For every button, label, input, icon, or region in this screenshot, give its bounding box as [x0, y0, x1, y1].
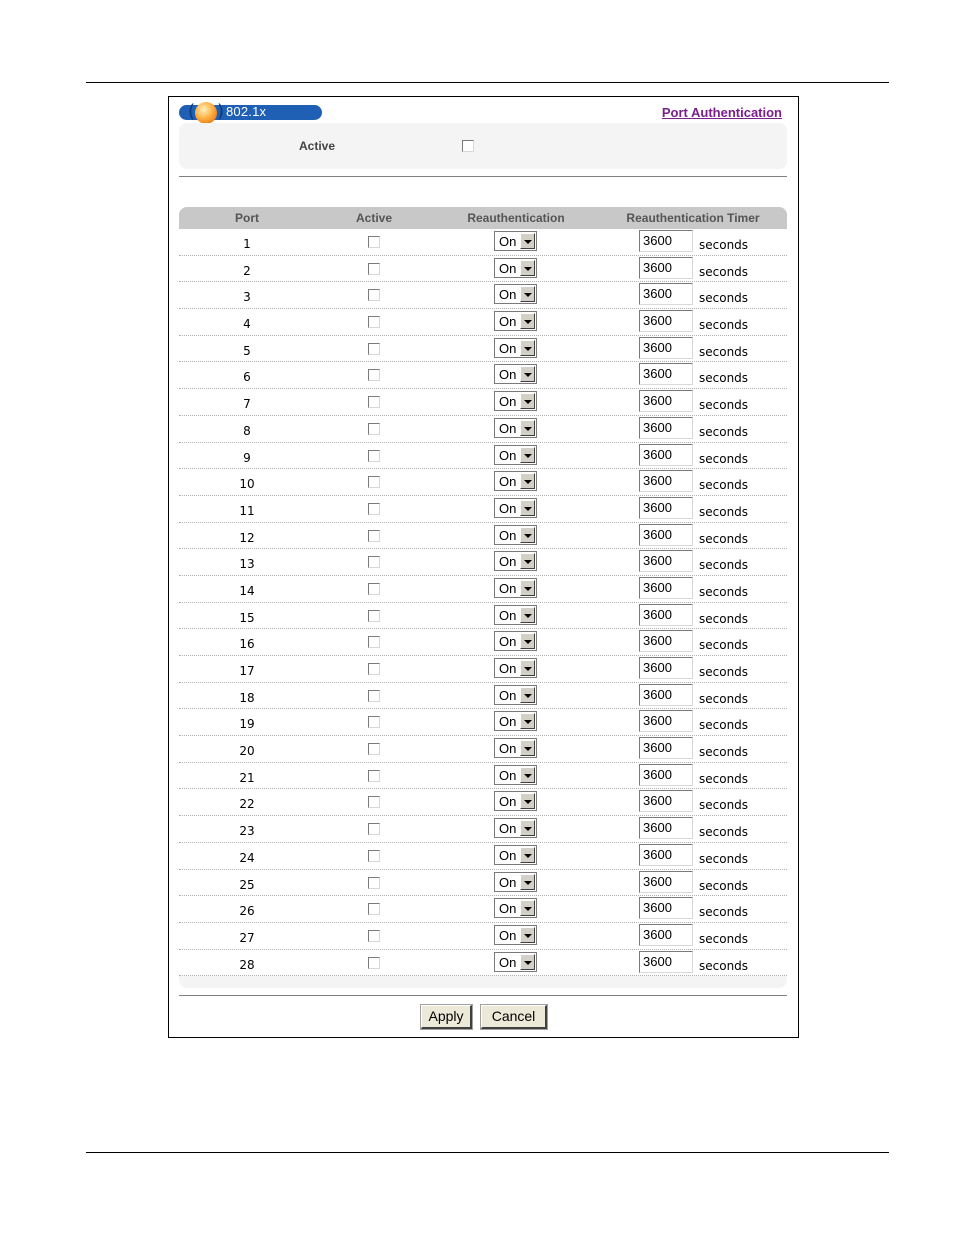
reauthentication-timer-input[interactable]: 3600	[639, 871, 693, 893]
global-active-checkbox[interactable]	[462, 140, 474, 152]
reauthentication-value: On	[499, 607, 517, 623]
reauthentication-select[interactable]	[494, 872, 537, 892]
seconds-label: seconds	[699, 718, 749, 733]
reauthentication-value: On	[499, 741, 517, 757]
reauthentication-select[interactable]	[494, 685, 537, 705]
reauthentication-timer-input[interactable]: 3600	[639, 844, 693, 866]
table-row	[179, 603, 787, 630]
reauthentication-select[interactable]	[494, 338, 537, 358]
table-row	[179, 629, 787, 656]
reauthentication-timer-input[interactable]: 3600	[639, 524, 693, 546]
chevron-down-icon[interactable]	[520, 900, 535, 916]
reauthentication-value: On	[499, 420, 517, 436]
reauthentication-timer-input[interactable]: 3600	[639, 310, 693, 332]
table-row	[179, 469, 787, 496]
reauthentication-select[interactable]	[494, 738, 537, 758]
port-number: 11	[239, 503, 255, 518]
divider	[179, 176, 787, 177]
port-number: 3	[243, 290, 251, 305]
reauthentication-select[interactable]	[494, 418, 537, 438]
table-row	[179, 416, 787, 443]
reauthentication-value: On	[499, 394, 517, 410]
screen-frame	[168, 96, 799, 1038]
reauthentication-select[interactable]	[494, 364, 537, 384]
port-number: 13	[239, 557, 255, 572]
reauthentication-value: On	[499, 661, 517, 676]
reauthentication-timer-input[interactable]: 3600	[639, 817, 693, 839]
table-row	[179, 923, 787, 950]
port-active-checkbox[interactable]	[368, 823, 380, 835]
reauthentication-select[interactable]	[494, 578, 537, 598]
table-row	[179, 549, 787, 576]
table-row	[179, 816, 787, 843]
port-active-checkbox[interactable]	[368, 289, 380, 301]
port-active-checkbox[interactable]	[368, 877, 380, 889]
seconds-label: seconds	[699, 478, 749, 493]
reauthentication-timer-input[interactable]: 3600	[639, 257, 693, 279]
table-row	[179, 709, 787, 736]
port-table	[179, 207, 787, 988]
table-row	[179, 389, 787, 416]
seconds-label: seconds	[699, 958, 749, 973]
title-pill	[179, 101, 322, 122]
port-active-checkbox[interactable]	[368, 236, 380, 248]
port-number: 19	[239, 717, 255, 732]
port-number: 14	[239, 583, 255, 598]
port-active-checkbox[interactable]	[368, 636, 380, 648]
reauthentication-value: On	[499, 767, 517, 783]
column-header-active: Active	[355, 211, 393, 225]
table-row	[179, 256, 787, 283]
seconds-label: seconds	[699, 611, 749, 626]
seconds-label: seconds	[699, 558, 749, 573]
orb-icon	[195, 102, 217, 124]
reauthentication-select[interactable]	[494, 605, 537, 625]
port-number: 7	[243, 397, 251, 412]
chevron-down-icon[interactable]	[520, 954, 535, 970]
port-active-checkbox[interactable]	[368, 396, 380, 408]
column-header-reauthentication-timer: Reauthentication Timer	[626, 211, 760, 225]
seconds-label: seconds	[699, 825, 749, 840]
chevron-down-icon[interactable]	[520, 633, 535, 649]
reauthentication-value: On	[499, 794, 517, 810]
chevron-down-icon[interactable]	[520, 713, 535, 729]
seconds-label: seconds	[699, 451, 749, 466]
table-row	[179, 282, 787, 309]
table-row	[179, 496, 787, 523]
reauthentication-select[interactable]	[494, 284, 537, 304]
seconds-label: seconds	[699, 291, 749, 306]
chevron-down-icon[interactable]	[520, 767, 535, 783]
reauthentication-timer-input[interactable]: 3600	[639, 337, 693, 359]
seconds-label: seconds	[699, 238, 749, 252]
port-number: 22	[239, 797, 255, 812]
seconds-label: seconds	[699, 531, 749, 546]
table-row	[179, 896, 787, 923]
port-number: 26	[239, 904, 255, 919]
chevron-down-icon[interactable]	[520, 927, 535, 943]
chevron-down-icon[interactable]	[520, 447, 535, 463]
port-active-checkbox[interactable]	[368, 530, 380, 542]
port-active-checkbox[interactable]	[368, 610, 380, 622]
chevron-down-icon[interactable]	[520, 500, 535, 516]
reauthentication-select[interactable]	[494, 658, 537, 678]
port-number: 21	[239, 770, 255, 785]
chevron-down-icon[interactable]	[520, 553, 535, 569]
chevron-down-icon[interactable]	[520, 793, 535, 809]
port-active-checkbox[interactable]	[368, 690, 380, 702]
seconds-label: seconds	[699, 584, 749, 599]
apply-button[interactable]: Apply	[421, 1005, 472, 1029]
port-active-checkbox[interactable]	[368, 663, 380, 675]
seconds-label: seconds	[699, 691, 749, 706]
port-active-checkbox[interactable]	[368, 343, 380, 355]
reauthentication-value: On	[499, 554, 517, 570]
port-active-checkbox[interactable]	[368, 716, 380, 728]
reauthentication-value: On	[499, 500, 517, 516]
reauthentication-select[interactable]	[494, 551, 537, 571]
table-row	[179, 229, 787, 256]
reauthentication-timer-input[interactable]: 3600	[639, 417, 693, 439]
reauthentication-timer-input[interactable]: 3600	[639, 283, 693, 305]
reauthentication-select[interactable]	[494, 311, 537, 331]
seconds-label: seconds	[699, 398, 749, 413]
reauthentication-select[interactable]	[494, 631, 537, 651]
seconds-label: seconds	[699, 264, 749, 279]
seconds-label: seconds	[699, 905, 749, 920]
global-active-panel	[179, 123, 787, 169]
reauthentication-timer-input[interactable]: 3600	[639, 604, 693, 626]
chevron-down-icon[interactable]	[520, 660, 535, 676]
chevron-down-icon[interactable]	[520, 286, 535, 302]
chevron-down-icon[interactable]	[520, 527, 535, 543]
reauthentication-select[interactable]	[494, 711, 537, 731]
reauthentication-timer-input[interactable]: 3600	[639, 657, 693, 679]
reauthentication-select[interactable]	[494, 925, 537, 945]
table-body	[179, 229, 787, 976]
reauthentication-select[interactable]	[494, 952, 537, 972]
reauthentication-timer-input[interactable]: 3600	[639, 230, 693, 252]
port-number: 10	[239, 477, 255, 492]
reauthentication-timer-input[interactable]: 3600	[639, 684, 693, 706]
seconds-label: seconds	[699, 771, 749, 786]
seconds-label: seconds	[699, 344, 749, 359]
table-row	[179, 870, 787, 897]
chevron-down-icon[interactable]	[520, 473, 535, 489]
port-active-checkbox[interactable]	[368, 263, 380, 275]
reauthentication-value: On	[499, 340, 517, 356]
chevron-down-icon[interactable]	[520, 260, 535, 276]
seconds-label: seconds	[699, 878, 749, 893]
table-row	[179, 576, 787, 603]
reauthentication-select[interactable]	[494, 258, 537, 278]
reauthentication-timer-input[interactable]: 3600	[639, 390, 693, 412]
seconds-label: seconds	[699, 851, 749, 866]
port-active-checkbox[interactable]	[368, 957, 380, 969]
reauthentication-value: On	[499, 687, 517, 703]
port-number: 1	[243, 237, 251, 251]
table-row	[179, 950, 787, 977]
port-number: 25	[239, 877, 255, 892]
seconds-label: seconds	[699, 931, 749, 946]
port-number: 8	[243, 423, 251, 438]
chevron-down-icon[interactable]	[520, 847, 535, 863]
reauthentication-select[interactable]	[494, 791, 537, 811]
port-number: 15	[239, 610, 255, 625]
port-number: 16	[239, 637, 255, 652]
reauthentication-timer-input[interactable]: 3600	[639, 470, 693, 492]
reauthentication-value: On	[499, 874, 517, 890]
reauthentication-select[interactable]	[494, 818, 537, 838]
port-number: 9	[243, 450, 251, 465]
active-label: Active	[299, 139, 336, 153]
table-row	[179, 683, 787, 710]
chevron-down-icon[interactable]	[520, 687, 535, 703]
chevron-down-icon[interactable]	[520, 366, 535, 382]
port-number: 27	[239, 930, 255, 945]
reauthentication-timer-input[interactable]: 3600	[639, 790, 693, 812]
page-bottom-rule	[86, 1152, 889, 1153]
port-number: 24	[239, 850, 255, 865]
table-row	[179, 362, 787, 389]
port-active-checkbox[interactable]	[368, 743, 380, 755]
seconds-label: seconds	[699, 665, 749, 679]
reauthentication-timer-input[interactable]: 3600	[639, 710, 693, 732]
port-active-checkbox[interactable]	[368, 850, 380, 862]
seconds-label: seconds	[699, 504, 749, 519]
chevron-down-icon[interactable]	[520, 340, 535, 356]
reauthentication-value: On	[499, 234, 517, 249]
port-active-checkbox[interactable]	[368, 770, 380, 782]
table-row	[179, 789, 787, 816]
table-row	[179, 336, 787, 363]
reauthentication-select[interactable]	[494, 498, 537, 518]
reauthentication-value: On	[499, 260, 517, 276]
port-number: 20	[239, 744, 255, 759]
chevron-down-icon[interactable]	[520, 874, 535, 890]
cancel-button[interactable]: Cancel	[481, 1005, 547, 1029]
reauthentication-timer-input[interactable]: 3600	[639, 444, 693, 466]
table-row	[179, 843, 787, 870]
seconds-label: seconds	[699, 745, 749, 760]
chevron-down-icon[interactable]	[520, 740, 535, 756]
reauthentication-timer-input[interactable]: 3600	[639, 363, 693, 385]
port-authentication-link[interactable]: Port Authentication	[661, 105, 782, 120]
port-active-checkbox[interactable]	[368, 903, 380, 915]
port-number: 2	[243, 263, 251, 278]
port-active-checkbox[interactable]	[368, 423, 380, 435]
port-active-checkbox[interactable]	[368, 503, 380, 515]
port-number: 4	[243, 317, 251, 332]
page-title: 802.1x	[226, 104, 267, 119]
reauthentication-timer-input[interactable]: 3600	[639, 764, 693, 786]
seconds-label: seconds	[699, 638, 749, 653]
reauthentication-select[interactable]	[494, 765, 537, 785]
reauthentication-select[interactable]	[494, 525, 537, 545]
table-row	[179, 656, 787, 683]
port-number: 17	[239, 664, 255, 678]
seconds-label: seconds	[699, 424, 749, 439]
table-row	[179, 763, 787, 790]
table-header	[179, 207, 787, 229]
chevron-down-icon[interactable]	[520, 393, 535, 409]
reauthentication-value: On	[499, 314, 517, 330]
port-number: 6	[243, 370, 251, 385]
reauthentication-select[interactable]	[494, 391, 537, 411]
reauthentication-timer-input[interactable]: 3600	[639, 630, 693, 652]
port-active-checkbox[interactable]	[368, 556, 380, 568]
reauthentication-value: On	[499, 634, 517, 650]
reauthentication-select[interactable]	[494, 445, 537, 465]
table-row	[179, 443, 787, 470]
port-active-checkbox[interactable]	[368, 316, 380, 328]
reauthentication-timer-input[interactable]: 3600	[639, 497, 693, 519]
port-number: 12	[239, 530, 255, 545]
reauthentication-timer-input[interactable]: 3600	[639, 577, 693, 599]
port-active-checkbox[interactable]	[368, 583, 380, 595]
page-top-rule	[86, 82, 889, 83]
port-active-checkbox[interactable]	[368, 450, 380, 462]
reauthentication-value: On	[499, 527, 517, 543]
port-active-checkbox[interactable]	[368, 930, 380, 942]
reauthentication-timer-input[interactable]: 3600	[639, 550, 693, 572]
chevron-down-icon[interactable]	[520, 420, 535, 436]
bracket-left-icon: (	[188, 101, 196, 122]
reauthentication-select[interactable]	[494, 898, 537, 918]
chevron-down-icon[interactable]	[520, 580, 535, 596]
reauthentication-value: On	[499, 847, 517, 863]
reauthentication-select[interactable]	[494, 471, 537, 491]
reauthentication-value: On	[499, 927, 517, 943]
port-number: 28	[239, 957, 255, 972]
seconds-label: seconds	[699, 371, 749, 386]
reauthentication-select[interactable]	[494, 845, 537, 865]
port-active-checkbox[interactable]	[368, 369, 380, 381]
chevron-down-icon[interactable]	[520, 820, 535, 836]
reauthentication-value: On	[499, 901, 517, 917]
port-active-checkbox[interactable]	[368, 476, 380, 488]
divider	[179, 995, 787, 996]
table-row	[179, 523, 787, 550]
chevron-down-icon[interactable]	[520, 313, 535, 329]
chevron-down-icon[interactable]	[520, 607, 535, 623]
port-number: 18	[239, 690, 255, 705]
reauthentication-value: On	[499, 474, 517, 490]
bracket-right-icon: )	[217, 101, 225, 122]
reauthentication-value: On	[499, 447, 517, 463]
reauthentication-value: On	[499, 954, 517, 970]
port-number: 5	[243, 343, 251, 358]
reauthentication-select[interactable]	[494, 231, 537, 251]
seconds-label: seconds	[699, 798, 749, 813]
chevron-down-icon[interactable]	[520, 233, 535, 249]
port-active-checkbox[interactable]	[368, 796, 380, 808]
seconds-label: seconds	[699, 318, 749, 333]
reauthentication-timer-input[interactable]: 3600	[639, 897, 693, 919]
reauthentication-timer-input[interactable]: 3600	[639, 924, 693, 946]
table-row	[179, 736, 787, 763]
reauthentication-value: On	[499, 367, 517, 383]
column-header-reauthentication: Reauthentication	[467, 211, 565, 225]
reauthentication-timer-input[interactable]: 3600	[639, 951, 693, 973]
column-header-port: Port	[235, 211, 259, 225]
reauthentication-value: On	[499, 287, 517, 303]
port-number: 23	[239, 824, 255, 839]
reauthentication-value: On	[499, 714, 517, 730]
reauthentication-value: On	[499, 821, 517, 837]
reauthentication-value: On	[499, 580, 517, 596]
table-row	[179, 309, 787, 336]
reauthentication-timer-input[interactable]: 3600	[639, 737, 693, 759]
